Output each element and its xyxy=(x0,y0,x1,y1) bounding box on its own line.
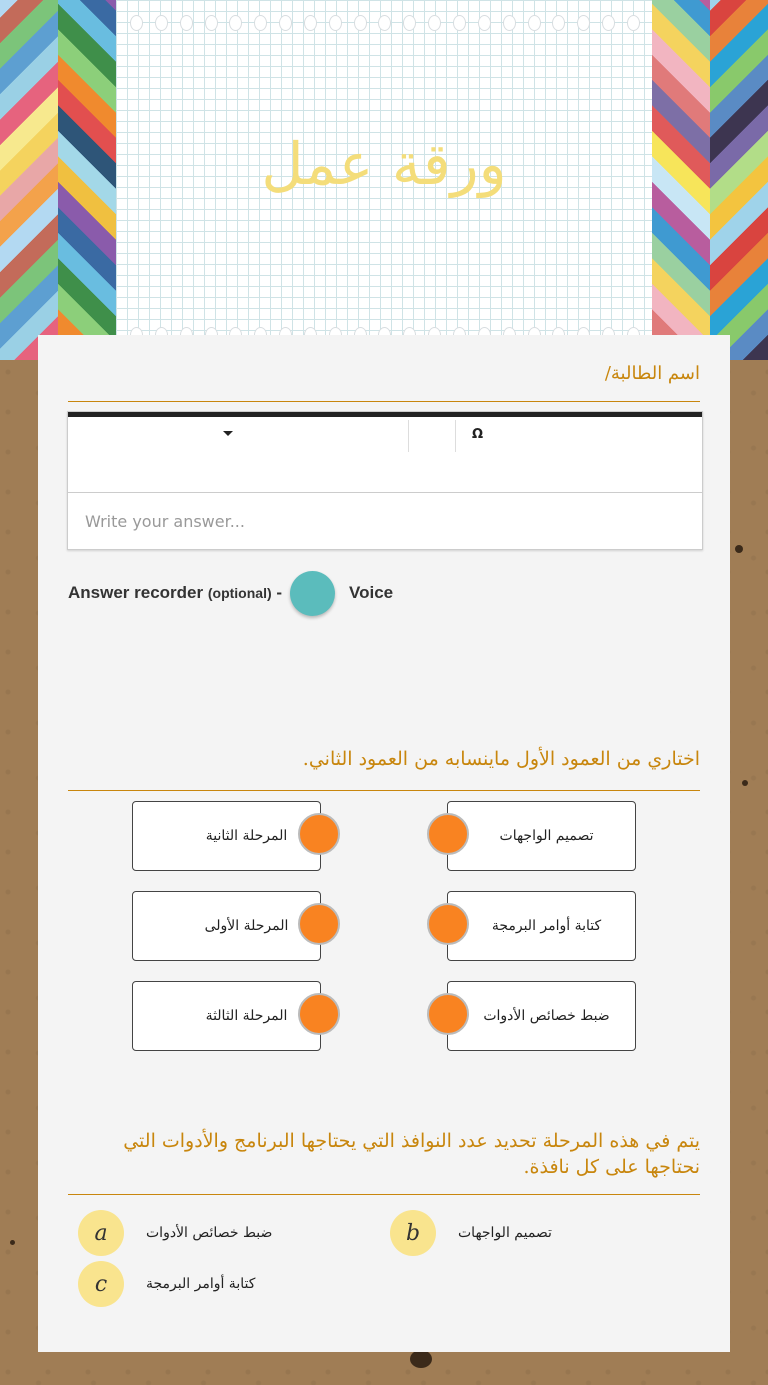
toolbar-separator xyxy=(455,420,456,452)
divider xyxy=(68,401,700,402)
match-left-item: المرحلة الثانية xyxy=(132,801,321,871)
matching-question-title: اختاري من العمود الأول ماينسابه من العمود الثاني. xyxy=(302,748,700,770)
recorder-dash: - xyxy=(276,583,283,602)
match-left-connector[interactable] xyxy=(298,813,340,855)
ink-spot xyxy=(10,1240,15,1245)
editor-toolbar xyxy=(68,417,702,452)
match-right-connector[interactable] xyxy=(427,903,469,945)
voice-label: Voice xyxy=(349,583,394,602)
mcq-option[interactable] xyxy=(78,1210,272,1256)
worksheet-title: ورقة عمل xyxy=(261,130,507,198)
divider xyxy=(68,790,700,791)
answer-editor xyxy=(67,411,703,550)
ink-spot xyxy=(742,780,748,786)
option-text: كتابة أوامر البرمجة xyxy=(146,1276,256,1292)
format-dropdown-chevron-icon[interactable] xyxy=(223,431,233,436)
option-text: ضبط خصائص الأدوات xyxy=(146,1225,273,1241)
match-left-connector[interactable] xyxy=(298,993,340,1035)
option-text: تصميم الواجهات xyxy=(458,1225,552,1241)
worksheet-card xyxy=(38,335,730,1352)
toolbar-separator xyxy=(408,420,409,452)
option-letter-badge: a xyxy=(78,1210,124,1256)
ink-spot xyxy=(735,545,743,553)
student-name-label: اسم الطالبة/ xyxy=(604,363,700,384)
mcq-option[interactable] xyxy=(78,1261,255,1307)
ink-spot xyxy=(410,1350,432,1368)
answer-recorder xyxy=(68,570,393,616)
notebook-rings-top xyxy=(130,15,640,29)
divider xyxy=(68,1194,700,1195)
match-right-connector[interactable] xyxy=(427,813,469,855)
chevron-pattern-right xyxy=(652,0,768,360)
match-right-item: تصميم الواجهات xyxy=(447,801,636,871)
option-letter-badge: c xyxy=(78,1261,124,1307)
match-left-connector[interactable] xyxy=(298,903,340,945)
match-right-connector[interactable] xyxy=(427,993,469,1035)
match-left-item: المرحلة الثالثة xyxy=(132,981,321,1051)
worksheet-header xyxy=(0,0,768,360)
match-right-item: ضبط خصائص الأدوات xyxy=(447,981,636,1051)
mcq-question-title: يتم في هذه المرحلة تحديد عدد النوافذ التي يحتاجها البرنامج والأدوات التي نحتاجها على كل نافذة. xyxy=(123,1130,700,1178)
special-character-icon[interactable]: Ω xyxy=(472,427,484,442)
match-right-item: كتابة أوامر البرمجة xyxy=(447,891,636,961)
record-voice-button[interactable] xyxy=(290,571,335,616)
mcq-option[interactable] xyxy=(390,1210,552,1256)
recorder-label: Answer recorder xyxy=(68,583,204,602)
chevron-pattern-left xyxy=(0,0,116,360)
answer-field[interactable] xyxy=(68,492,702,549)
recorder-optional: (optional) xyxy=(207,585,272,601)
answer-input[interactable] xyxy=(83,508,677,534)
match-left-item: المرحلة الأولى xyxy=(132,891,321,961)
option-letter-badge: b xyxy=(390,1210,436,1256)
